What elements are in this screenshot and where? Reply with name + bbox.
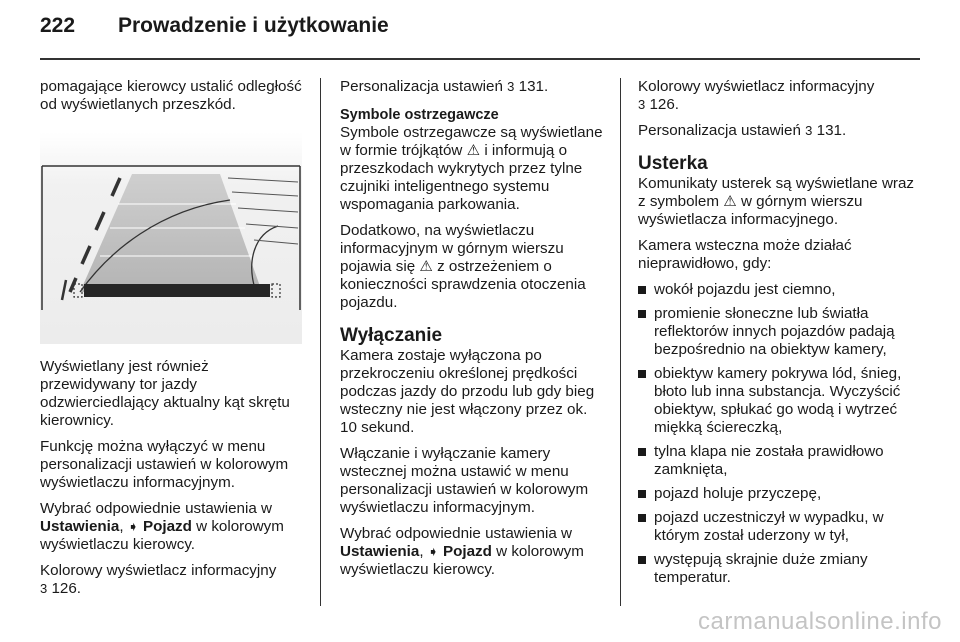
- bullet-square-icon: [638, 556, 646, 564]
- page-number: 222: [40, 14, 76, 37]
- list-item: pojazd uczestniczył w wypadku, w którym został uderzony w tył,: [638, 509, 918, 545]
- list-item: promienie słoneczne lub światła reflektorów innych pojazdów padają bezpośrednio na obiektyw kamery,: [638, 305, 918, 359]
- section-heading-off: Wyłączanie: [340, 325, 443, 346]
- watermark: carmanualsonline.info: [698, 608, 942, 635]
- col2-p4: Włączanie i wyłączanie kamery wstecznej można ustawić w menu personalizacji ustawień w kolorowym wyświetlaczu informacyjnym.: [340, 445, 589, 516]
- col3-p1: Personalizacja ustawień 3 131.: [638, 122, 847, 139]
- vehicle-menu-label: Pojazd: [142, 518, 192, 535]
- col2-p0: Personalizacja ustawień 3 131.: [340, 78, 549, 95]
- column-2: [340, 78, 605, 587]
- page-header: [40, 14, 920, 54]
- col2-p1: Symbole ostrzegawcze są wyświetlane w formie trójkątów ⚠ i informują o przeszkodach wykrytych przez tylne czujniki inteligentnego systemu wspomagania parkowania.: [340, 124, 603, 213]
- col2-p5: Wybrać odpowiednie ustawienia w Ustawienia, ➧ Pojazd w kolorowym wyświetlaczu kierowcy.: [340, 525, 584, 578]
- col3-p2: Komunikaty usterek są wyświetlane wraz z symbolem ⚠ w górnym wierszu wyświetlacza informacyjnego.: [638, 175, 915, 228]
- warning-triangle-icon: ⚠: [419, 258, 433, 275]
- rear-camera-display-illustration-icon: [40, 132, 302, 344]
- col2-p3: Kamera zostaje wyłączona po przekroczeniu określonej prędkości podczas jazdy do przodu lub gdy bieg wsteczny nie jest włączony przez ok. 10 sekund.: [340, 347, 595, 436]
- page-ref-link[interactable]: 126.: [649, 96, 680, 113]
- list-item: tylna klapa nie została prawidłowo zamknięta,: [638, 443, 918, 479]
- page-ref-icon: 3: [638, 97, 646, 112]
- col1-p4: Kolorowy wyświetlacz informacyjny 3 126.: [40, 562, 277, 597]
- section-heading-fault: Usterka: [638, 153, 708, 174]
- bullet-square-icon: [638, 286, 646, 294]
- list-item: występują skrajnie duże zmiany temperatur.: [638, 551, 918, 587]
- list-item: obiektyw kamery pokrywa lód, śnieg, błoto lub inna substancja. Wyczyścić obiektyw, spłukać go wodą i wytrzeć miękką ściereczką,: [638, 365, 918, 437]
- column-divider-2: [620, 78, 621, 606]
- page-ref-link[interactable]: 131.: [816, 122, 847, 139]
- vehicle-menu-label: Pojazd: [442, 543, 492, 560]
- col3-p0: Kolorowy wyświetlacz informacyjny 3 126.: [638, 78, 875, 113]
- warning-triangle-icon: ⚠: [723, 193, 737, 210]
- col1-p3: Wybrać odpowiednie ustawienia w Ustawienia, ➧ Pojazd w kolorowym wyświetlaczu kierowcy.: [40, 500, 284, 553]
- column-1: [40, 78, 308, 606]
- settings-menu-label: Ustawienia: [40, 518, 120, 535]
- bullet-square-icon: [638, 448, 646, 456]
- menu-arrow-icon: ➧: [127, 519, 139, 534]
- settings-menu-label: Ustawienia: [340, 543, 420, 560]
- col2-p2: Dodatkowo, na wyświetlaczu informacyjnym w górnym wierszu pojawia się ⚠ z ostrzeżeniem o konieczności sprawdzenia otoczenia pojazdu.: [340, 222, 586, 311]
- bullet-square-icon: [638, 514, 646, 522]
- col1-p1: Wyświetlany jest również przewidywany tor jazdy odzwierciedlający aktualny kąt skrętu kierownicy.: [40, 358, 290, 429]
- subheading-warning-symbols: Symbole ostrzegawcze: [340, 107, 499, 123]
- menu-arrow-icon: ➧: [427, 544, 439, 559]
- list-item: pojazd holuje przyczepę,: [638, 485, 918, 503]
- col3-p3: Kamera wsteczna może działać nieprawidłowo, gdy:: [638, 237, 852, 272]
- column-divider-1: [320, 78, 321, 606]
- col1-p2: Funkcję można wyłączyć w menu personalizacji ustawień w kolorowym wyświetlaczu informacyjnym.: [40, 438, 289, 491]
- column-3: [638, 78, 918, 593]
- list-item: wokół pojazdu jest ciemno,: [638, 281, 918, 299]
- page-ref-icon: 3: [40, 581, 48, 596]
- page-ref-link[interactable]: 131.: [518, 78, 549, 95]
- warning-triangle-icon: ⚠: [466, 142, 481, 159]
- bullet-square-icon: [638, 310, 646, 318]
- col1-intro: pomagające kierowcy ustalić odległość od wyświetlanych przeszkód.: [40, 78, 302, 113]
- page-ref-link[interactable]: 126.: [51, 580, 82, 597]
- page-title: Prowadzenie i użytkowanie: [118, 14, 389, 37]
- page-ref-icon: 3: [805, 123, 813, 138]
- header-divider: [40, 58, 920, 60]
- fault-conditions-list: [638, 281, 918, 587]
- bullet-square-icon: [638, 490, 646, 498]
- bullet-square-icon: [638, 370, 646, 378]
- page-ref-icon: 3: [507, 79, 515, 94]
